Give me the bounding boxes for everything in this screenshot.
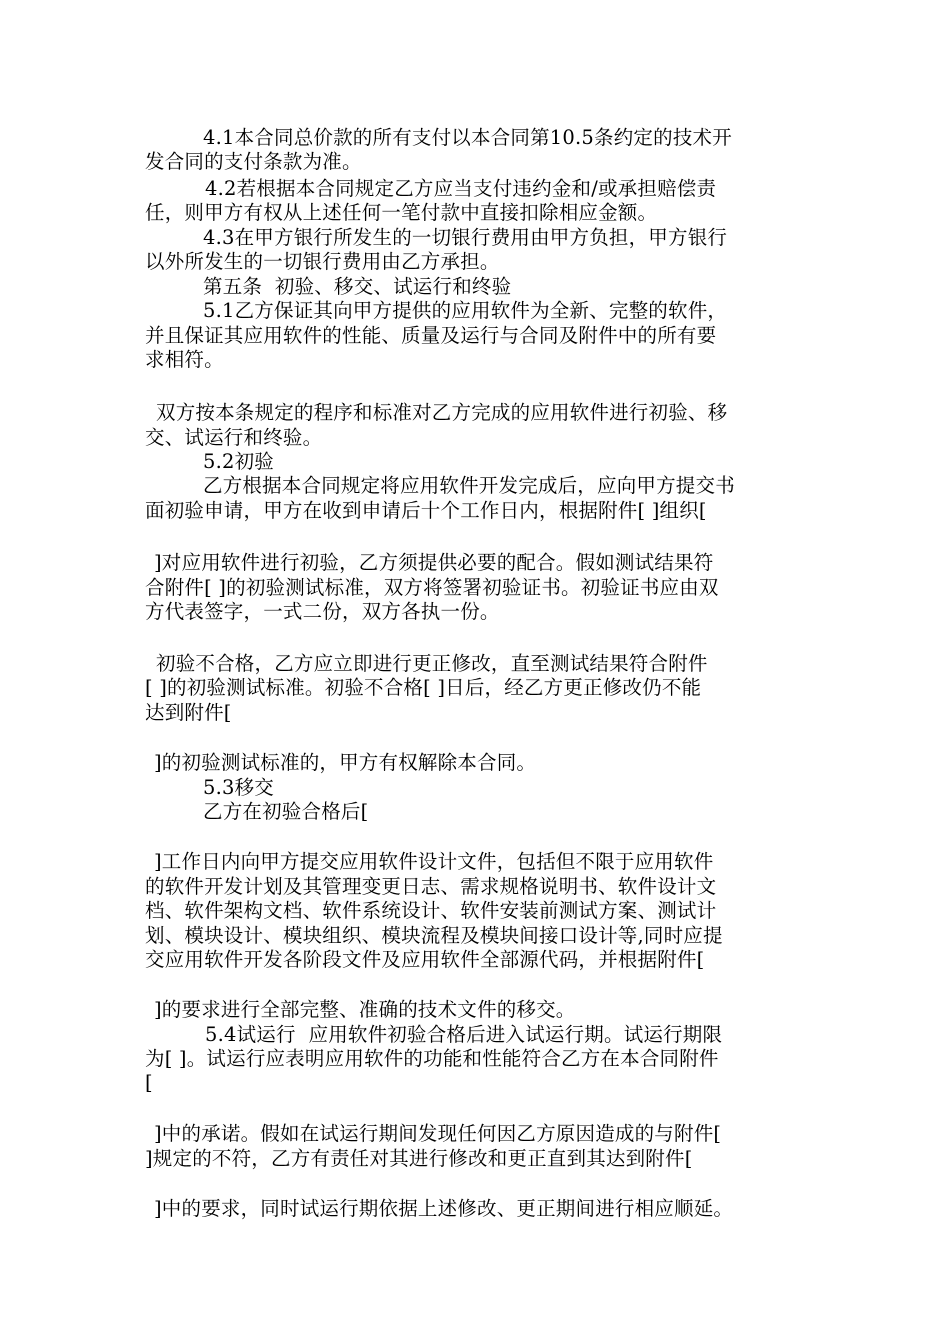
section-heading: 第五条 初验、移交、试运行和终验 (203, 275, 512, 298)
text-line: 划、模块设计、模块组织、模块流程及模块间接口设计等,同时应提 (145, 924, 723, 947)
text-line: 4.1本合同总价款的所有支付以本合同第10.5条约定的技术开 (203, 126, 732, 149)
text-line: 的软件开发计划及其管理变更日志、需求规格说明书、软件设计文 (145, 875, 717, 898)
text-line: 方代表签字，一式二份，双方各执一份。 (145, 600, 500, 623)
subsection-heading: 5.3移交 (203, 776, 275, 799)
text-line: ]对应用软件进行初验，乙方须提供必要的配合。假如测试结果符 (154, 551, 714, 574)
text-line: ]中的承诺。假如在试运行期间发现任何因乙方原因造成的与附件[ (154, 1122, 722, 1145)
text-line: ]的要求进行全部完整、准确的技术文件的移交。 (154, 998, 576, 1021)
text-line: 为[ ]。试运行应表明应用软件的功能和性能符合乙方在本合同附件 (145, 1047, 719, 1070)
text-line: 4.2若根据本合同规定乙方应当支付违约金和/或承担赔偿责 (205, 177, 717, 200)
text-line: ]工作日内向甲方提交应用软件设计文件，包括但不限于应用软件 (154, 850, 714, 873)
text-line: 并且保证其应用软件的性能、质量及运行与合同及附件中的所有要 (145, 324, 717, 347)
text-line: 交应用软件开发各阶段文件及应用软件全部源代码，并根据附件[ (145, 948, 705, 971)
text-line: 任，则甲方有权从上述任何一笔付款中直接扣除相应金额。 (145, 201, 658, 224)
text-line: [ (145, 1071, 153, 1094)
text-line: 档、软件架构文档、软件系统设计、软件安装前测试方案、测试计 (145, 899, 717, 922)
text-line: 以外所发生的一切银行费用由乙方承担。 (145, 250, 500, 273)
text-line: 乙方在初验合格后[ (203, 800, 369, 823)
text-line: 求相符。 (145, 348, 224, 371)
text-line: 初验不合格，乙方应立即进行更正修改，直至测试结果符合附件 (156, 652, 708, 675)
text-line: 发合同的支付条款为准。 (145, 150, 362, 173)
text-line: ]的初验测试标准的，甲方有权解除本合同。 (154, 751, 537, 774)
text-line: ]规定的不符，乙方有责任对其进行修改和更正直到其达到附件[ (145, 1147, 693, 1170)
subsection-heading: 5.2初验 (203, 450, 275, 473)
text-line: 交、试运行和终验。 (145, 426, 323, 449)
text-line: 面初验申请，甲方在收到申请后十个工作日内，根据附件[ ]组织[ (145, 499, 707, 522)
text-line: 5.4试运行 应用软件初验合格后进入试运行期。试运行期限 (205, 1023, 723, 1046)
text-line: [ ]的初验测试标准。初验不合格[ ]日后，经乙方更正修改仍不能 (145, 676, 702, 699)
text-line: 乙方根据本合同规定将应用软件开发完成后，应向甲方提交书 (203, 474, 735, 497)
text-line: 4.3在甲方银行所发生的一切银行费用由甲方负担，甲方银行 (203, 226, 728, 249)
text-line: 达到附件[ (145, 701, 232, 724)
text-line: 双方按本条规定的程序和标准对乙方完成的应用软件进行初验、移 (156, 401, 728, 424)
text-line: 5.1乙方保证其向甲方提供的应用软件为全新、完整的软件， (203, 299, 728, 322)
text-line: 合附件[ ]的初验测试标准，双方将签署初验证书。初验证书应由双 (145, 576, 719, 599)
text-line: ]中的要求，同时试运行期依据上述修改、更正期间进行相应顺延。 (154, 1197, 734, 1220)
